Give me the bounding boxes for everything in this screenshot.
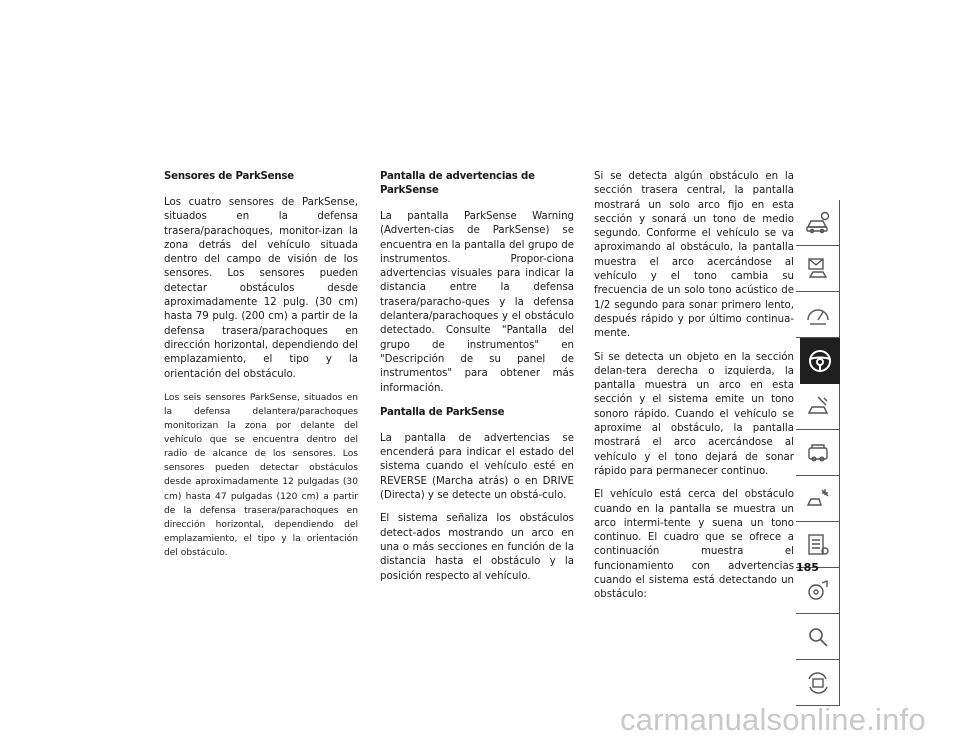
tab-starting-operating[interactable]: [800, 338, 840, 384]
languages-icon: [804, 669, 832, 697]
tab-car-mail[interactable]: [796, 246, 840, 292]
tab-index[interactable]: [796, 614, 840, 660]
watermark: carmanualsonline.info: [620, 702, 926, 737]
paragraph: Los seis sensores ParkSense, situados en la defensa delantera/parachoques monitorizan la zona por delante del vehículo que se encuentra dentro del radio de alcance de los sensores. Los sensores pueden detectar obstáculos desde aproximadamente 12 pulgadas (30 cm) hasta 47 pulgadas (120 cm) a partir de la defensa trasera/parachoques en dirección horizontal, dependiendo del emplazamiento, el tipo y la orientación del obstáculo.: [164, 392, 358, 558]
tab-dashboard[interactable]: [796, 292, 840, 338]
tab-car-info[interactable]: [796, 200, 840, 246]
car-service-icon: [804, 439, 832, 467]
steering-wheel-icon: [806, 347, 834, 375]
section-heading-warning-display: Pantalla de advertencias de ParkSense: [380, 171, 535, 196]
wrench-car-icon: [804, 485, 832, 513]
page-number: 185: [796, 561, 819, 574]
car-mail-icon: [804, 255, 832, 283]
car-emergency-icon: [804, 393, 832, 421]
multimedia-icon: [804, 577, 832, 605]
car-info-icon: [804, 209, 832, 237]
tab-emergency[interactable]: [796, 384, 840, 430]
paragraph: El vehículo está cerca del obstáculo cuando en la pantalla se muestra un arco intermi-tente y suena un tono continuo. El cuadro que se ofrece a continuación muestra el funcionamiento con advertencias cuando el sistema está detectando un obstáculo:: [594, 489, 794, 601]
paragraph: La pantalla ParkSense Warning (Adverten-cias de ParkSense) se encuentra en la pantalla del grupo de instrumentos. Propor-ciona advertencias visuales para indicar la distancia entre la defensa trasera/paracho-ques y la defensa delantera/parachoques y el obstáculo detectado. Consulte "Pantalla del grupo de instrumentos" en "Descripción de su panel de instrumentos" para obtener más información.: [380, 211, 574, 394]
tab-multimedia[interactable]: [796, 568, 840, 614]
dashboard-gauge-icon: [804, 301, 832, 329]
tab-maintenance[interactable]: [796, 476, 840, 522]
tab-languages[interactable]: [796, 660, 840, 706]
paragraph: Si se detecta algún obstáculo en la sección trasera central, la pantalla mostrará un solo arco fijo en esta sección y sonará un tono de medio segundo. Conforme el vehículo se va aproximando al obstáculo, la pantalla muestra el arco acercándose al vehículo y el tono cambia su frecuencia de un solo tono acústico de 1/2 segundo para sonar primero lento, después rápido y por último continua-mente.: [594, 171, 794, 340]
subsection-heading-parksense-display: Pantalla de ParkSense: [380, 406, 505, 418]
column-middle: [380, 170, 574, 593]
column-left: [164, 170, 358, 569]
magnifier-icon: [804, 623, 832, 651]
paragraph: Los cuatro sensores de ParkSense, situados en la defensa trasera/parachoques, monitor-izan la zona detrás del vehículo situada dentro del campo de visión de los sensores. Los sensores pueden detectar obstáculos desde aproximadamente 12 pulg. (30 cm) hasta 79 pulg. (200 cm) a partir de la defensa trasera/parachoques en dirección horizontal, dependiendo del emplazamiento, el tipo y la orientación del obstáculo.: [164, 197, 358, 380]
chapter-tabs: [796, 200, 840, 706]
paragraph: El sistema señaliza los obstáculos detect-ados mostrando un arco en una o más secciones en función de la distancia hasta el obstáculo y la posición respecto al vehículo.: [380, 513, 574, 582]
paragraph: Si se detecta un objeto en la sección delan-tera derecha o izquierda, la pantalla muestra un arco en esta sección y el sistema emite un tono sonoro rápido. Cuando el vehículo se aproxime al obstáculo, la pantalla mostrará el arco acercándose al vehículo y el tono dejará de sonar rápido para permanecer continuo.: [594, 351, 794, 477]
paragraph: La pantalla de advertencias se encenderá para indicar el estado del sistema cuando el vehículo esté en REVERSE (Marcha atrás) o en DRIVE (Directa) y se detecte un obstá-culo.: [380, 432, 574, 502]
checklist-icon: [804, 531, 832, 559]
tab-service[interactable]: [796, 430, 840, 476]
section-heading-sensors: Sensores de ParkSense: [164, 171, 294, 182]
column-right: [594, 170, 794, 612]
